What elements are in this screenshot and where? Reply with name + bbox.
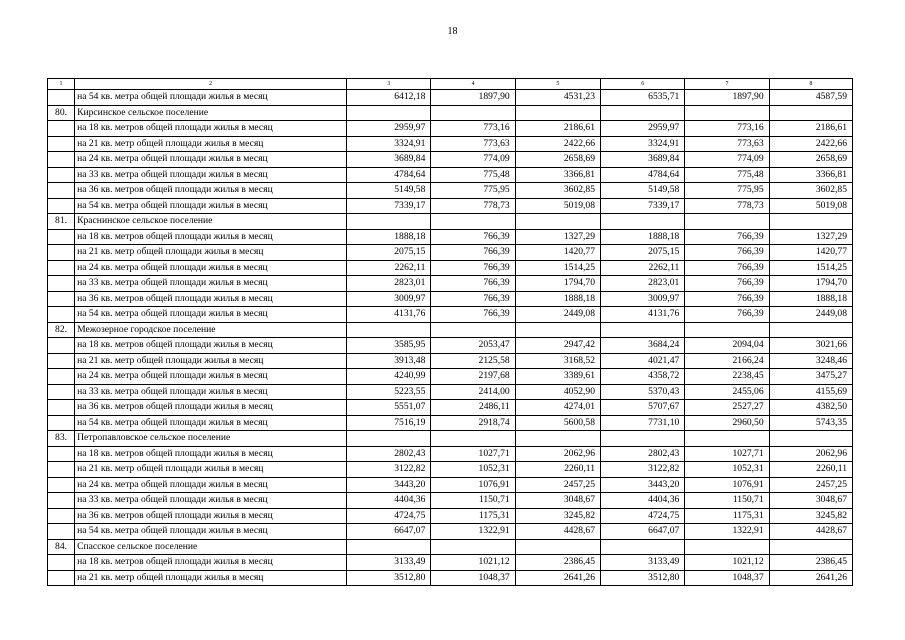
- empty-cell: [769, 105, 852, 121]
- empty-cell: [515, 431, 600, 447]
- column-number-cell: 7: [685, 79, 769, 90]
- empty-cell: [347, 105, 431, 121]
- value-cell: 2959,97: [347, 121, 431, 137]
- empty-cell: [515, 214, 600, 230]
- empty-cell: [685, 322, 769, 338]
- empty-cell: [48, 167, 75, 183]
- section-name: Петропавловское сельское поселение: [75, 431, 347, 447]
- column-number-row: [48, 79, 853, 90]
- value-cell: 2062,96: [769, 446, 852, 462]
- empty-cell: [48, 152, 75, 168]
- value-cell: 6647,07: [347, 524, 431, 540]
- value-cell: 1897,90: [431, 90, 515, 106]
- empty-cell: [347, 322, 431, 338]
- empty-cell: [48, 477, 75, 493]
- row-label: на 33 кв. метра общей площади жилья в месяц: [75, 384, 347, 400]
- table-row: [48, 198, 853, 214]
- value-cell: 2802,43: [601, 446, 685, 462]
- value-cell: 2486,11: [431, 400, 515, 416]
- value-cell: 3443,20: [347, 477, 431, 493]
- empty-cell: [48, 121, 75, 137]
- value-cell: 3048,67: [515, 493, 600, 509]
- empty-cell: [48, 493, 75, 509]
- table-row: [48, 260, 853, 276]
- value-cell: 4724,75: [347, 508, 431, 524]
- value-cell: 3913,48: [347, 353, 431, 369]
- table-row: [48, 229, 853, 245]
- value-cell: 5223,55: [347, 384, 431, 400]
- value-cell: 5743,35: [769, 415, 852, 431]
- row-label: на 36 кв. метров общей площади жилья в месяц: [75, 183, 347, 199]
- value-cell: 766,39: [431, 291, 515, 307]
- table-row: [48, 245, 853, 261]
- empty-cell: [515, 322, 600, 338]
- empty-cell: [48, 524, 75, 540]
- value-cell: 5149,58: [601, 183, 685, 199]
- column-number-cell: 8: [769, 79, 852, 90]
- empty-cell: [769, 214, 852, 230]
- value-cell: 1021,12: [431, 555, 515, 571]
- empty-cell: [48, 307, 75, 323]
- value-cell: 3122,82: [347, 462, 431, 478]
- value-cell: 2260,11: [515, 462, 600, 478]
- value-cell: 1052,31: [431, 462, 515, 478]
- value-cell: 1514,25: [515, 260, 600, 276]
- empty-cell: [431, 431, 515, 447]
- value-cell: 6412,18: [347, 90, 431, 106]
- value-cell: 766,39: [685, 291, 769, 307]
- value-cell: 3009,97: [347, 291, 431, 307]
- section-row: [48, 431, 853, 447]
- value-cell: 3366,81: [515, 167, 600, 183]
- empty-cell: [48, 369, 75, 385]
- value-cell: 3048,67: [769, 493, 852, 509]
- section-name: Межозерное городское поселение: [75, 322, 347, 338]
- table-row: [48, 136, 853, 152]
- value-cell: 6535,71: [601, 90, 685, 106]
- table-row: [48, 415, 853, 431]
- table-row: [48, 167, 853, 183]
- value-cell: 2802,43: [347, 446, 431, 462]
- empty-cell: [685, 214, 769, 230]
- value-cell: 5551,07: [347, 400, 431, 416]
- value-cell: 2075,15: [601, 245, 685, 261]
- row-label: на 36 кв. метров общей площади жилья в месяц: [75, 508, 347, 524]
- value-cell: 1027,71: [431, 446, 515, 462]
- empty-cell: [515, 105, 600, 121]
- value-cell: 4428,67: [769, 524, 852, 540]
- table-row: [48, 524, 853, 540]
- empty-cell: [431, 105, 515, 121]
- section-number: 81.: [48, 214, 75, 230]
- value-cell: 2658,69: [769, 152, 852, 168]
- empty-cell: [601, 105, 685, 121]
- value-cell: 1888,18: [769, 291, 852, 307]
- value-cell: 2197,68: [431, 369, 515, 385]
- empty-cell: [48, 198, 75, 214]
- row-label: на 24 кв. метра общей площади жилья в месяц: [75, 477, 347, 493]
- empty-cell: [431, 214, 515, 230]
- value-cell: 1150,71: [431, 493, 515, 509]
- row-label: на 33 кв. метра общей площади жилья в месяц: [75, 167, 347, 183]
- value-cell: 2823,01: [601, 276, 685, 292]
- value-cell: 775,95: [685, 183, 769, 199]
- empty-cell: [685, 105, 769, 121]
- table-row: [48, 152, 853, 168]
- value-cell: 3366,81: [769, 167, 852, 183]
- row-label: на 24 кв. метра общей площади жилья в месяц: [75, 152, 347, 168]
- value-cell: 766,39: [431, 229, 515, 245]
- column-number-cell: 4: [431, 79, 515, 90]
- value-cell: 1048,37: [431, 570, 515, 586]
- empty-cell: [48, 136, 75, 152]
- value-cell: 7339,17: [601, 198, 685, 214]
- value-cell: 4274,01: [515, 400, 600, 416]
- table-row: [48, 493, 853, 509]
- empty-cell: [431, 539, 515, 555]
- row-label: на 54 кв. метра общей площади жилья в месяц: [75, 198, 347, 214]
- table-row: [48, 400, 853, 416]
- value-cell: 775,48: [431, 167, 515, 183]
- value-cell: 2960,50: [685, 415, 769, 431]
- section-number: 83.: [48, 431, 75, 447]
- value-cell: 7516,19: [347, 415, 431, 431]
- value-cell: 3122,82: [601, 462, 685, 478]
- value-cell: 4358,72: [601, 369, 685, 385]
- row-label: на 36 кв. метров общей площади жилья в месяц: [75, 291, 347, 307]
- value-cell: 1794,70: [769, 276, 852, 292]
- value-cell: 7731,10: [601, 415, 685, 431]
- value-cell: 2527,27: [685, 400, 769, 416]
- row-label: на 33 кв. метра общей площади жилья в месяц: [75, 276, 347, 292]
- value-cell: 766,39: [431, 276, 515, 292]
- value-cell: 778,73: [685, 198, 769, 214]
- section-number: 80.: [48, 105, 75, 121]
- value-cell: 4404,36: [347, 493, 431, 509]
- value-cell: 1514,25: [769, 260, 852, 276]
- value-cell: 4155,69: [769, 384, 852, 400]
- value-cell: 774,09: [431, 152, 515, 168]
- value-cell: 2094,04: [685, 338, 769, 354]
- row-label: на 36 кв. метров общей площади жилья в месяц: [75, 400, 347, 416]
- value-cell: 3245,82: [515, 508, 600, 524]
- value-cell: 766,39: [685, 245, 769, 261]
- value-cell: 5019,08: [769, 198, 852, 214]
- value-cell: 1027,71: [685, 446, 769, 462]
- value-cell: 3475,27: [769, 369, 852, 385]
- value-cell: 2262,11: [601, 260, 685, 276]
- section-name: Кирсинское сельское поселение: [75, 105, 347, 121]
- value-cell: 5019,08: [515, 198, 600, 214]
- value-cell: 1175,31: [431, 508, 515, 524]
- empty-cell: [48, 338, 75, 354]
- row-label: на 54 кв. метра общей площади жилья в месяц: [75, 524, 347, 540]
- table-row: [48, 276, 853, 292]
- empty-cell: [48, 446, 75, 462]
- value-cell: 2918,74: [431, 415, 515, 431]
- value-cell: 4428,67: [515, 524, 600, 540]
- value-cell: 4404,36: [601, 493, 685, 509]
- empty-cell: [685, 539, 769, 555]
- empty-cell: [48, 555, 75, 571]
- row-label: на 18 кв. метров общей площади жилья в месяц: [75, 446, 347, 462]
- value-cell: 2641,26: [769, 570, 852, 586]
- value-cell: 3324,91: [347, 136, 431, 152]
- value-cell: 5600,58: [515, 415, 600, 431]
- value-cell: 1076,91: [431, 477, 515, 493]
- table-row: [48, 446, 853, 462]
- column-number-cell: 6: [601, 79, 685, 90]
- tariff-table: [47, 78, 853, 586]
- value-cell: 1420,77: [515, 245, 600, 261]
- value-cell: 3009,97: [601, 291, 685, 307]
- empty-cell: [347, 431, 431, 447]
- value-cell: 3443,20: [601, 477, 685, 493]
- value-cell: 2186,61: [515, 121, 600, 137]
- empty-cell: [48, 400, 75, 416]
- empty-cell: [48, 229, 75, 245]
- section-row: [48, 322, 853, 338]
- value-cell: 3585,95: [347, 338, 431, 354]
- value-cell: 1888,18: [601, 229, 685, 245]
- value-cell: 766,39: [685, 260, 769, 276]
- value-cell: 4382,50: [769, 400, 852, 416]
- row-label: на 18 кв. метров общей площади жилья в месяц: [75, 121, 347, 137]
- value-cell: 2386,45: [769, 555, 852, 571]
- row-label: на 24 кв. метра общей площади жилья в месяц: [75, 260, 347, 276]
- value-cell: 3512,80: [347, 570, 431, 586]
- value-cell: 3602,85: [515, 183, 600, 199]
- value-cell: 2166,24: [685, 353, 769, 369]
- value-cell: 4587,59: [769, 90, 852, 106]
- empty-cell: [515, 539, 600, 555]
- table-row: [48, 384, 853, 400]
- table-row: [48, 121, 853, 137]
- value-cell: 4131,76: [601, 307, 685, 323]
- value-cell: 1048,37: [685, 570, 769, 586]
- value-cell: 1021,12: [685, 555, 769, 571]
- value-cell: 1150,71: [685, 493, 769, 509]
- value-cell: 3021,66: [769, 338, 852, 354]
- value-cell: 3133,49: [347, 555, 431, 571]
- value-cell: 3245,82: [769, 508, 852, 524]
- empty-cell: [601, 539, 685, 555]
- value-cell: 3248,46: [769, 353, 852, 369]
- value-cell: 2641,26: [515, 570, 600, 586]
- value-cell: 773,16: [685, 121, 769, 137]
- value-cell: 766,39: [685, 229, 769, 245]
- value-cell: 766,39: [431, 245, 515, 261]
- value-cell: 4021,47: [601, 353, 685, 369]
- empty-cell: [347, 214, 431, 230]
- value-cell: 2449,08: [515, 307, 600, 323]
- row-label: на 18 кв. метров общей площади жилья в месяц: [75, 555, 347, 571]
- value-cell: 2959,97: [601, 121, 685, 137]
- empty-cell: [769, 539, 852, 555]
- value-cell: 1175,31: [685, 508, 769, 524]
- value-cell: 3689,84: [347, 152, 431, 168]
- value-cell: 2414,00: [431, 384, 515, 400]
- value-cell: 3512,80: [601, 570, 685, 586]
- value-cell: 2125,58: [431, 353, 515, 369]
- value-cell: 1322,91: [685, 524, 769, 540]
- empty-cell: [48, 276, 75, 292]
- value-cell: 2260,11: [769, 462, 852, 478]
- value-cell: 2455,06: [685, 384, 769, 400]
- value-cell: 766,39: [685, 307, 769, 323]
- value-cell: 3684,24: [601, 338, 685, 354]
- value-cell: 2422,66: [515, 136, 600, 152]
- value-cell: 1052,31: [685, 462, 769, 478]
- value-cell: 2457,25: [769, 477, 852, 493]
- table-row: [48, 183, 853, 199]
- value-cell: 4724,75: [601, 508, 685, 524]
- value-cell: 775,48: [685, 167, 769, 183]
- row-label: на 21 кв. метр общей площади жилья в месяц: [75, 353, 347, 369]
- value-cell: 773,63: [431, 136, 515, 152]
- empty-cell: [48, 353, 75, 369]
- empty-cell: [769, 431, 852, 447]
- value-cell: 5370,43: [601, 384, 685, 400]
- value-cell: 774,09: [685, 152, 769, 168]
- page-number: 18: [447, 26, 458, 37]
- value-cell: 1327,29: [515, 229, 600, 245]
- empty-cell: [48, 415, 75, 431]
- value-cell: 2658,69: [515, 152, 600, 168]
- column-number-cell: 3: [347, 79, 431, 90]
- empty-cell: [48, 570, 75, 586]
- empty-cell: [769, 322, 852, 338]
- value-cell: 4240,99: [347, 369, 431, 385]
- table-row: [48, 369, 853, 385]
- value-cell: 1327,29: [769, 229, 852, 245]
- row-label: на 21 кв. метр общей площади жилья в месяц: [75, 462, 347, 478]
- value-cell: 3168,52: [515, 353, 600, 369]
- empty-cell: [48, 291, 75, 307]
- column-number-cell: 5: [515, 79, 600, 90]
- table-row: [48, 462, 853, 478]
- row-label: на 21 кв. метр общей площади жилья в месяц: [75, 570, 347, 586]
- value-cell: 2186,61: [769, 121, 852, 137]
- empty-cell: [431, 322, 515, 338]
- value-cell: 766,39: [685, 276, 769, 292]
- section-number: 84.: [48, 539, 75, 555]
- section-row: [48, 539, 853, 555]
- value-cell: 2457,25: [515, 477, 600, 493]
- value-cell: 2053,47: [431, 338, 515, 354]
- row-label: на 21 кв. метр общей площади жилья в месяц: [75, 245, 347, 261]
- section-number: 82.: [48, 322, 75, 338]
- empty-cell: [48, 384, 75, 400]
- empty-cell: [347, 539, 431, 555]
- table-row: [48, 90, 853, 106]
- row-label: на 54 кв. метра общей площади жилья в месяц: [75, 90, 347, 106]
- value-cell: 3689,84: [601, 152, 685, 168]
- table-row: [48, 291, 853, 307]
- value-cell: 1897,90: [685, 90, 769, 106]
- row-label: на 33 кв. метра общей площади жилья в месяц: [75, 493, 347, 509]
- row-label: на 24 кв. метра общей площади жилья в месяц: [75, 369, 347, 385]
- value-cell: 3602,85: [769, 183, 852, 199]
- value-cell: 2823,01: [347, 276, 431, 292]
- section-name: Краснинское сельское поселение: [75, 214, 347, 230]
- value-cell: 4784,64: [347, 167, 431, 183]
- value-cell: 2238,45: [685, 369, 769, 385]
- value-cell: 766,39: [431, 307, 515, 323]
- empty-cell: [48, 245, 75, 261]
- section-row: [48, 105, 853, 121]
- value-cell: 6647,07: [601, 524, 685, 540]
- table-row: [48, 307, 853, 323]
- value-cell: 4131,76: [347, 307, 431, 323]
- value-cell: 3324,91: [601, 136, 685, 152]
- value-cell: 7339,17: [347, 198, 431, 214]
- section-row: [48, 214, 853, 230]
- value-cell: 2947,42: [515, 338, 600, 354]
- value-cell: 1076,91: [685, 477, 769, 493]
- value-cell: 2262,11: [347, 260, 431, 276]
- value-cell: 4784,64: [601, 167, 685, 183]
- section-name: Спасское сельское поселение: [75, 539, 347, 555]
- value-cell: 3133,49: [601, 555, 685, 571]
- table-row: [48, 508, 853, 524]
- value-cell: 775,95: [431, 183, 515, 199]
- value-cell: 778,73: [431, 198, 515, 214]
- empty-cell: [685, 431, 769, 447]
- value-cell: 2422,66: [769, 136, 852, 152]
- row-label: на 54 кв. метра общей площади жилья в месяц: [75, 415, 347, 431]
- table-row: [48, 353, 853, 369]
- value-cell: 773,16: [431, 121, 515, 137]
- row-label: на 18 кв. метров общей площади жилья в месяц: [75, 229, 347, 245]
- value-cell: 1888,18: [347, 229, 431, 245]
- empty-cell: [601, 322, 685, 338]
- value-cell: 3389,61: [515, 369, 600, 385]
- empty-cell: [48, 462, 75, 478]
- value-cell: 1420,77: [769, 245, 852, 261]
- value-cell: 2075,15: [347, 245, 431, 261]
- empty-cell: [48, 260, 75, 276]
- value-cell: 766,39: [431, 260, 515, 276]
- column-number-cell: 2: [75, 79, 347, 90]
- row-label: на 18 кв. метров общей площади жилья в месяц: [75, 338, 347, 354]
- value-cell: 773,63: [685, 136, 769, 152]
- column-number-cell: 1: [48, 79, 75, 90]
- empty-cell: [48, 90, 75, 106]
- value-cell: 2449,08: [769, 307, 852, 323]
- table-row: [48, 555, 853, 571]
- value-cell: 2386,45: [515, 555, 600, 571]
- value-cell: 5149,58: [347, 183, 431, 199]
- value-cell: 4531,23: [515, 90, 600, 106]
- table-row: [48, 338, 853, 354]
- empty-cell: [48, 508, 75, 524]
- table-row: [48, 477, 853, 493]
- value-cell: 5707,67: [601, 400, 685, 416]
- value-cell: 1322,91: [431, 524, 515, 540]
- empty-cell: [48, 183, 75, 199]
- empty-cell: [601, 214, 685, 230]
- row-label: на 21 кв. метр общей площади жилья в месяц: [75, 136, 347, 152]
- row-label: на 54 кв. метра общей площади жилья в месяц: [75, 307, 347, 323]
- value-cell: 1794,70: [515, 276, 600, 292]
- table-row: [48, 570, 853, 586]
- value-cell: 1888,18: [515, 291, 600, 307]
- value-cell: 4052,90: [515, 384, 600, 400]
- value-cell: 2062,96: [515, 446, 600, 462]
- empty-cell: [601, 431, 685, 447]
